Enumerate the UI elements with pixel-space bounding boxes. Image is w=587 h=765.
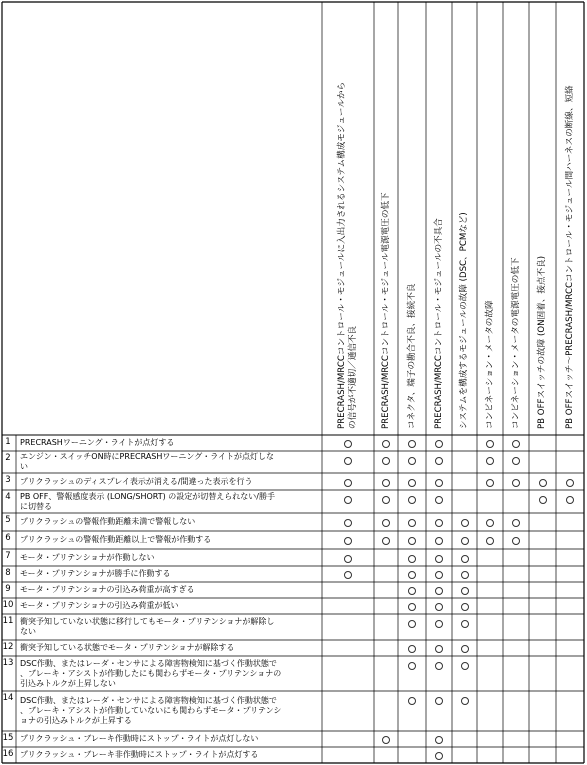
symptom-line: プリクラッシュの警報作動距離未満で警報しない [20,517,196,526]
column-header-line: PB OFFスイッチの故障 (ON固着、接点不良) [537,255,547,429]
cause-mark-circle-icon [435,645,443,653]
symptom-text [20,438,320,448]
cause-mark-circle-icon [435,736,443,744]
column-header-line: PRECRASH/MRCCコントロール・モジュールに入出力されるシステム構成モジュールから [337,81,347,429]
cause-mark-circle-icon [382,496,390,504]
column-header-line: の信号が不適切／通信不良 [348,325,358,429]
column-header [381,192,392,429]
symptom-line: ない [20,627,36,636]
cause-mark-circle-icon [486,457,494,465]
cause-mark-circle-icon [382,457,390,465]
cause-mark-circle-icon [435,519,443,527]
cause-mark-circle-icon [408,496,416,504]
symptom-text [20,517,320,527]
cause-mark-circle-icon [435,662,443,670]
symptom-line: プリクラッシュ・ブレーキ作動時にストップ・ライトが点灯しない [20,734,259,743]
symptom-line: 衝突予知していない状態に移行してもモータ・プリテンショナが解除し [20,617,275,626]
cause-mark-circle-icon [382,736,390,744]
column-header [459,212,470,429]
cause-mark-circle-icon [461,620,469,628]
cause-mark-circle-icon [408,571,416,579]
row-number: 2 [5,453,11,463]
cause-mark-circle-icon [435,479,443,487]
symptom-text [20,643,320,653]
column-header [407,284,418,429]
row-number: 13 [2,658,14,668]
symptom-text [20,477,320,487]
cause-mark-circle-icon [512,440,520,448]
row-number: 15 [2,733,14,743]
column-header [434,218,445,429]
column-header-line: コンビネーション・メータの電源電圧の低下 [510,257,521,429]
cause-mark-circle-icon [344,571,352,579]
cause-mark-circle-icon [486,537,494,545]
cause-mark-circle-icon [512,479,520,487]
cause-mark-circle-icon [435,603,443,611]
cause-mark-circle-icon [461,697,469,705]
cause-mark-circle-icon [408,457,416,465]
cause-mark-circle-icon [344,555,352,563]
column-header-line: PB OFFスイッチ～PRECRASH/MRCCコントロール・モジュール間ハーネスの断線、短絡 [564,85,575,429]
symptom-line: PB OFF、警報感度表示 (LONG/SHORT) の設定が切替えられない/勝手 [20,491,275,501]
symptom-line: 、ブレーキ・アシストが作動していないにも関わらずモータ・プリテンシ [20,706,282,715]
cause-mark-circle-icon [408,440,416,448]
cause-mark-circle-icon [461,645,469,653]
symptom-line: モータ・プリテンショナが勝手に作動する [20,569,171,578]
cause-mark-circle-icon [435,440,443,448]
column-header-line: PRECRASH/MRCCコントロール・モジュール電源電圧の低下 [380,192,391,429]
cause-mark-circle-icon [461,571,469,579]
cause-mark-circle-icon [344,496,352,504]
cause-mark-circle-icon [435,457,443,465]
cause-mark-circle-icon [408,537,416,545]
symptom-line: プリクラッシュの警報作動距離以上で警報が作動する [20,535,212,544]
cause-mark-circle-icon [435,571,443,579]
symptom-text [20,553,320,563]
symptom-line: PRECRASHワーニング・ライトが点灯する [20,438,175,447]
cause-mark-circle-icon [344,457,352,465]
symptom-line: モータ・プリテンショナが作動しない [20,552,155,562]
symptom-line: い [20,462,28,471]
row-number: 1 [5,437,11,447]
symptom-text [20,617,320,637]
cause-mark-circle-icon [408,620,416,628]
cause-mark-circle-icon [344,440,352,448]
cause-mark-circle-icon [435,587,443,595]
cause-mark-circle-icon [382,537,390,545]
cause-mark-circle-icon [435,555,443,563]
cause-mark-circle-icon [435,752,443,760]
cause-mark-circle-icon [408,645,416,653]
cause-mark-circle-icon [344,537,352,545]
cause-mark-circle-icon [435,537,443,545]
symptom-text [20,585,320,595]
symptom-text [20,601,320,611]
cause-mark-circle-icon [461,519,469,527]
row-number: 9 [5,584,11,594]
column-header [565,85,576,429]
cause-mark-circle-icon [486,519,494,527]
column-header-line: コンビネーション・メータの故障 [484,300,495,429]
cause-mark-circle-icon [461,587,469,595]
symptom-text [20,535,320,545]
column-header-line: コネクタ、端子の勘合不良、接続不良 [406,283,417,429]
cause-mark-circle-icon [539,479,547,487]
cause-mark-circle-icon [408,662,416,670]
column-header [511,257,522,429]
row-number: 3 [5,475,11,485]
symptom-line: モータ・プリテンショナの引込み荷重が高すぎる [20,585,195,594]
symptom-line: 引込みトルクが上昇しない [20,678,116,688]
cause-mark-circle-icon [486,479,494,487]
column-header-line: システムを構成するモジュールの故障 (DSC、PCMなど) [459,212,469,429]
row-number: 6 [5,533,11,543]
cause-mark-circle-icon [382,519,390,527]
symptom-line: ョナの引込みトルクが上昇する [20,716,132,725]
symptom-line: 衝突予知している状態でモータ・プリテンショナが解除する [20,643,235,652]
cause-mark-circle-icon [486,440,494,448]
cause-mark-circle-icon [435,620,443,628]
row-number: 8 [5,568,11,578]
row-number: 4 [5,492,11,502]
symptom-line: エンジン・スイッチON時にPRECRASHワーニング・ライトが点灯しな [20,452,274,461]
symptom-line: DSC作動、またはレーダ・センサによる障害物検知に基づく作動状態で [20,658,277,668]
cause-mark-circle-icon [344,479,352,487]
cause-mark-circle-icon [461,555,469,563]
cause-mark-circle-icon [408,603,416,611]
cause-mark-circle-icon [408,697,416,705]
cause-mark-circle-icon [461,603,469,611]
column-header [337,82,359,429]
symptom-line: プリクラッシュ・ブレーキ非作動時にストップ・ライトが点灯する [20,750,259,759]
symptom-line: に切替る [20,501,52,511]
cause-mark-circle-icon [566,496,574,504]
cause-mark-circle-icon [512,537,520,545]
symptom-text [20,452,320,472]
symptom-text [20,492,320,512]
symptom-line: モータ・プリテンショナの引込み荷重が低い [20,601,179,610]
row-number: 10 [2,600,14,610]
cause-mark-circle-icon [382,479,390,487]
row-number: 11 [2,616,14,626]
column-header [485,300,496,429]
cause-mark-circle-icon [408,587,416,595]
cause-mark-circle-icon [435,496,443,504]
cause-mark-circle-icon [512,519,520,527]
row-number: 16 [2,749,14,759]
cause-mark-circle-icon [408,519,416,527]
cause-mark-circle-icon [382,440,390,448]
symptom-line: プリクラッシュのディスプレイ表示が消える/間違った表示を行う [20,476,253,486]
cause-mark-circle-icon [408,555,416,563]
row-number: 12 [2,642,14,652]
row-number: 7 [5,551,11,561]
column-header-line: PRECRASH/MRCCコントロール・モジュールの不具合 [433,218,444,429]
cause-mark-circle-icon [344,519,352,527]
symptom-text [20,569,320,579]
cause-mark-circle-icon [512,457,520,465]
column-header [537,256,548,429]
row-number: 5 [5,515,11,525]
cause-mark-circle-icon [408,479,416,487]
cause-mark-circle-icon [461,537,469,545]
cause-mark-circle-icon [461,662,469,670]
symptom-text [20,696,320,726]
symptom-text [20,750,320,760]
symptom-text [20,734,320,744]
cause-mark-circle-icon [566,479,574,487]
symptom-line: DSC作動、またはレーダ・センサによる障害物検知に基づく作動状態で [20,696,277,705]
cause-mark-circle-icon [539,496,547,504]
row-number: 14 [2,693,14,703]
symptom-line: 、ブレーキ・アシストが作動したにも関わらずモータ・プリテンショナの [20,668,282,678]
symptom-text [20,659,320,689]
cause-mark-circle-icon [435,697,443,705]
